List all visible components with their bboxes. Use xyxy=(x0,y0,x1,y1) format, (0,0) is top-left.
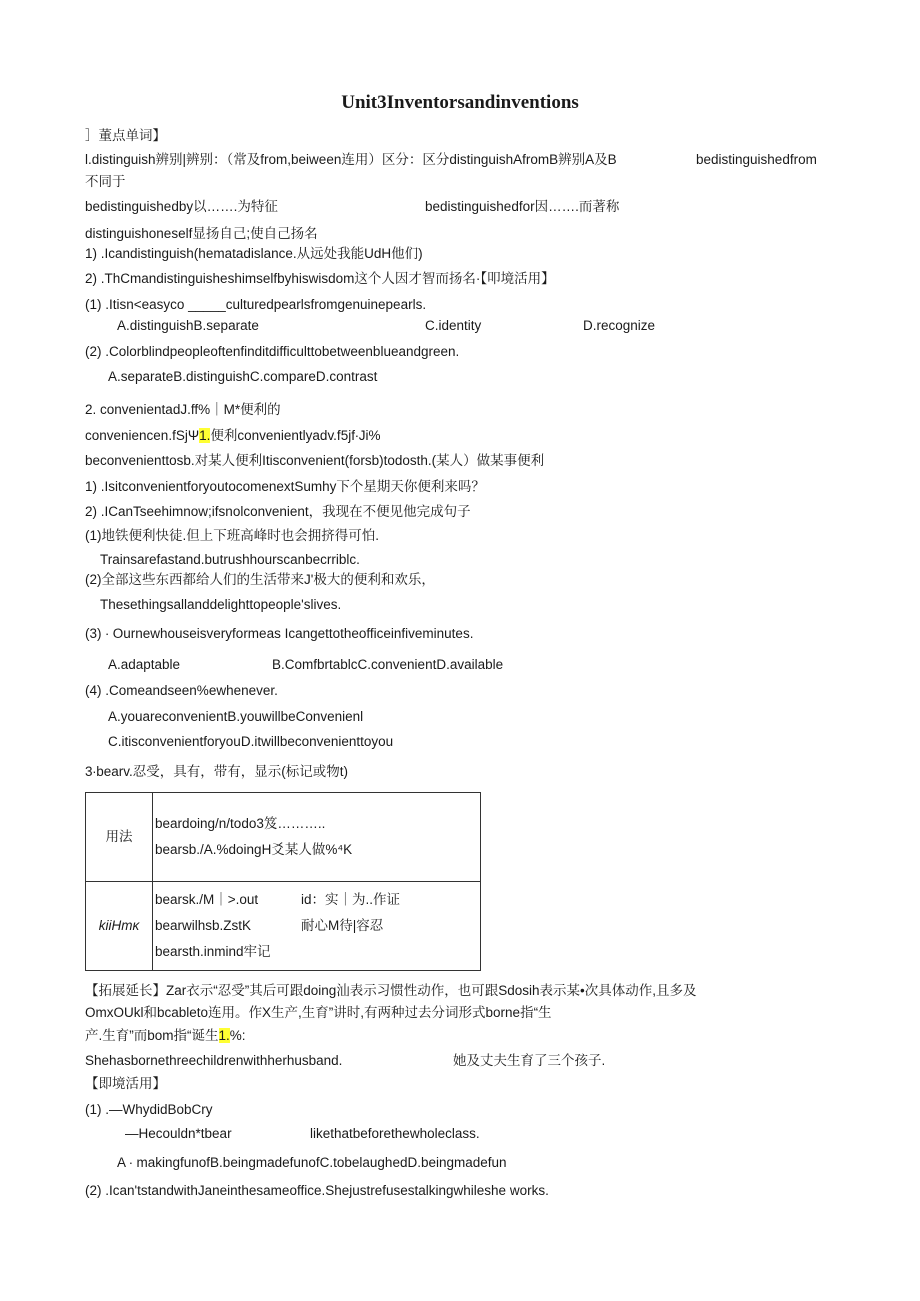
text-line xyxy=(85,1027,246,1045)
table-cell-line: bearsb./A.%doingH爻某人做%⁴K xyxy=(155,842,353,857)
text-line: beconvenienttosb.对某人便利Itisconvenient(forsb)todosth.(某人）做某事便利 xyxy=(85,453,545,468)
exercise-answer-line: Trainsarefastand.butrushhourscanbecrriblc. xyxy=(100,552,360,567)
table-row-label: 用法 xyxy=(86,793,153,882)
table-cell-segment: bearwilhsb.ZstK xyxy=(155,918,252,933)
table-cell-line: beardoing/n/todo3笈……….. xyxy=(155,816,326,831)
text-segment: conveniencen.fSjΨ xyxy=(85,428,200,443)
usage-table xyxy=(85,792,481,971)
exercise-option: C.itisconvenientforyouD.itwillbeconvenienttoyou xyxy=(108,734,394,749)
example-line: Shehasbornethreechildrenwithherhusband. xyxy=(85,1053,343,1068)
text-line: 2. convenientadJ.ff%｜M*便利的 xyxy=(85,402,281,417)
text-line xyxy=(85,427,380,445)
table-cell-segment: bearsk./M｜>.out xyxy=(155,892,259,907)
highlight-mark: 1. xyxy=(199,428,211,443)
exercise-question: (3) ∙ Ournewhouseisveryformeas Icangettotheofficeinfiveminutes. xyxy=(85,626,474,641)
exercise-option: B.ComfbrtablcC.convenientD.available xyxy=(272,657,504,672)
text-line: 不同于 xyxy=(85,174,126,189)
example-line: 1) .Icandistinguish(hematadislance.从远处我能UdH他们) xyxy=(85,246,423,261)
exercise-option: A.separateB.distinguishC.compareD.contrast xyxy=(108,369,378,384)
exercise-option: A.adaptable xyxy=(108,657,181,672)
exercise-question: likethatbeforethewholeclass. xyxy=(310,1126,480,1141)
text-line: 【拓展延长】Zar衣示“忍受”其后可跟doing汕表示习惯性动作，也可跟Sdosih表示某•次具体动作,且多及 xyxy=(85,983,697,998)
exercise-question: (2) .Colorblindpeopleoftenfinditdifficulttobetweenblueandgreen. xyxy=(85,344,460,359)
example-line: 她及丈夫生育了三个孩子. xyxy=(453,1053,606,1068)
text-line: 3∙bearv.忍受，具有，带有，显示(标记或物t) xyxy=(85,764,349,779)
table-cell xyxy=(153,793,481,882)
section-heading: ］董点单词】 xyxy=(85,128,166,143)
table-row xyxy=(86,793,481,882)
text-segment: %: xyxy=(229,1028,246,1043)
page-title: Unit3Inventorsandinventions xyxy=(341,92,579,113)
table-cell-line xyxy=(155,913,480,939)
exercise-question: —Hecouldn*tbear xyxy=(125,1126,232,1141)
exercise-question: (2) .Ican'tstandwithJaneinthesameoffice.Shejustrefusestalkingwhileshe works. xyxy=(85,1183,549,1198)
text-segment: 产.生育”而bom指“诞生 xyxy=(85,1028,219,1043)
exercise-option: A.youareconvenientB.youwillbeConvenienl xyxy=(108,709,364,724)
example-line: 2) .ThCmandistinguisheshimselfbyhiswisdom这个人因才智而扬名·【叩境活用】 xyxy=(85,271,555,286)
example-line: 1) .IsitconvenientforyoutocomenextSumhy下个星期天你便利来吗？ xyxy=(85,479,485,494)
highlight-mark: 1. xyxy=(218,1028,230,1043)
table-row-label: kiiHmκ xyxy=(86,882,153,971)
table-cell-line: bearsth.inmind牢记 xyxy=(155,944,271,959)
text-line: distinguishoneself显扬自己;使自己扬名 xyxy=(85,226,318,241)
text-segment: 便利convenientlyadv.f5jf∙Ji% xyxy=(210,428,381,443)
table-cell-line xyxy=(155,887,480,913)
exercise-option: D.recognize xyxy=(583,318,656,333)
table-row xyxy=(86,882,481,971)
exercise-question: (4) .Comeandseen%ewhenever. xyxy=(85,683,278,698)
exercise-question: (1) .—WhydidBobCry xyxy=(85,1102,213,1117)
exercise-option: A ∙ makingfunofB.beingmadefunofC.tobelaughedD.beingmadefun xyxy=(117,1155,507,1170)
exercise-question: (1)地铁便利快徒.但上下班高峰时也会拥挤得可怕. xyxy=(85,528,380,543)
table-cell xyxy=(153,882,481,971)
table-cell-segment: 耐心M待|容忍 xyxy=(301,918,384,933)
exercise-option: A.distinguishB.separate xyxy=(117,318,259,333)
text-line: bedistinguishedby以…….为特征 xyxy=(85,199,278,214)
section-heading: 【即境活用】 xyxy=(85,1076,166,1091)
text-line: bedistinguishedfrom xyxy=(696,152,817,167)
text-line: l.distinguish辨别|辨别：（常及from,beiween连用）区分：区分distinguishAfromB辨别A及B xyxy=(85,152,617,167)
exercise-question: (2)全部这些东西都给人们的生活带来J'极大的便利和欢乐， xyxy=(85,572,435,587)
text-line: bedistinguishedfor因…….而著称 xyxy=(425,199,620,214)
exercise-answer-line: Thesethingsallanddelighttopeople'slives. xyxy=(100,597,342,612)
text-line: OmxOUkl和bcableto连用。作X生产,生育”讲时,有两种过去分词形式borne指“生 xyxy=(85,1005,552,1020)
exercise-question: (1) .Itisn<easyco _____culturedpearlsfromgenuinepearls. xyxy=(85,297,427,312)
exercise-option: C.identity xyxy=(425,318,482,333)
example-line: 2) .ICanTseehimnow;ifsnolconvenient，我现在不便见他完成句子 xyxy=(85,504,471,519)
table-cell-segment: id：实｜为..作证 xyxy=(301,892,401,907)
